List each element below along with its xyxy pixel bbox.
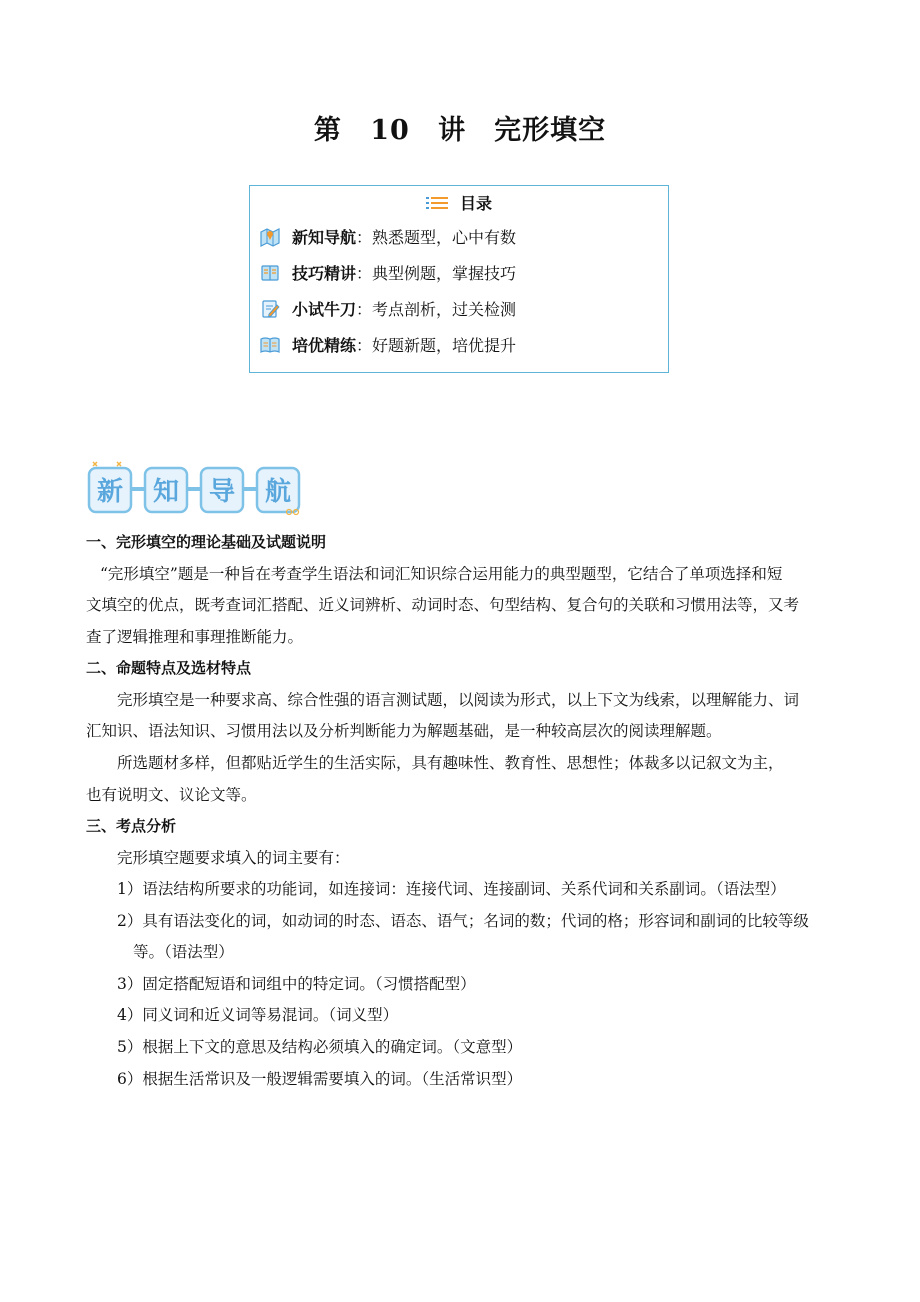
page-title: 第 10 讲 完形填空 xyxy=(313,115,607,146)
paragraph-line: “完形填空”题是一种旨在考查学生语法和词汇知识综合运用能力的典型题型，它结合了单项选择和短 xyxy=(100,565,783,583)
banner-char: 导 xyxy=(208,477,236,507)
toc-item-desc: ：考点剖析，过关检测 xyxy=(356,300,517,319)
list-item: 2）具有语法变化的词，如动词的时态、语态、语气；名词的数；代词的格；形容词和副词的比较等级 xyxy=(117,912,809,930)
list-item-continuation: 等。（语法型） xyxy=(133,943,234,961)
banner-char: 航 xyxy=(264,477,292,507)
list-icon xyxy=(426,196,448,210)
toc-item-key: 新知导航 xyxy=(292,228,357,247)
toc-item-desc: ：熟悉题型，心中有数 xyxy=(356,228,517,247)
toc-item-desc: ：典型例题，掌握技巧 xyxy=(356,264,517,283)
toc-item-peiyou[interactable] xyxy=(260,333,516,359)
section-heading-2: 二、命题特点及选材特点 xyxy=(86,659,252,677)
open-book-icon xyxy=(260,335,280,355)
section-banner-xinzhi xyxy=(86,460,308,516)
paragraph-line: 也有说明文、议论文等。 xyxy=(86,786,257,804)
toc-item-desc: ：好题新题，培优提升 xyxy=(356,336,517,355)
toc-item-key: 培优精练 xyxy=(292,336,357,355)
book-icon xyxy=(260,263,280,283)
banner-char: 知 xyxy=(152,477,180,507)
paragraph-line: 所选题材多样，但都贴近学生的生活实际，具有趣味性、教育性、思想性；体裁多以记叙文为主， xyxy=(117,754,784,772)
toc-item-jiqiao[interactable] xyxy=(260,261,516,287)
toc-item-key: 小试牛刀 xyxy=(292,300,357,319)
paragraph-line: 文填空的优点，既考查词汇搭配、近义词辨析、动词时态、句型结构、复合句的关联和习惯用法等，又考 xyxy=(86,596,800,614)
list-item: 4）同义词和近义词等易混词。（词义型） xyxy=(117,1006,399,1024)
notepad-icon xyxy=(260,299,280,319)
section-heading-1: 一、完形填空的理论基础及试题说明 xyxy=(86,533,327,551)
toc-item-key: 技巧精讲 xyxy=(292,264,357,283)
toc-item-xinzhi[interactable] xyxy=(260,225,516,251)
paragraph-line: 完形填空是一种要求高、综合性强的语言测试题，以阅读为形式，以上下文为线索，以理解能力、词 xyxy=(117,691,800,709)
toc-heading xyxy=(250,191,668,214)
list-item: 5）根据上下文的意思及结构必须填入的确定词。（文意型） xyxy=(117,1038,523,1056)
sparkle-icon xyxy=(93,462,121,466)
list-item: 1）语法结构所要求的功能词，如连接词：连接代词、连接副词、关系代词和关系副词。（语法型） xyxy=(117,880,786,898)
map-icon xyxy=(260,227,280,247)
list-item: 6）根据生活常识及一般逻辑需要填入的词。（生活常识型） xyxy=(117,1070,523,1088)
toc-item-xiaoshi[interactable] xyxy=(260,297,516,323)
toc-heading-label: 目录 xyxy=(459,194,492,213)
banner-char: 新 xyxy=(96,477,124,507)
paragraph-line: 汇知识、语法知识、习惯用法以及分析判断能力为解题基础，是一种较高层次的阅读理解题。 xyxy=(86,722,722,740)
list-item: 3）固定搭配短语和词组中的特定词。（习惯搭配型） xyxy=(117,975,476,993)
paragraph-line: 查了逻辑推理和事理推断能力。 xyxy=(86,628,304,646)
section-heading-3: 三、考点分析 xyxy=(86,817,177,835)
toc-box xyxy=(249,185,669,373)
paragraph-line: 完形填空题要求填入的词主要有： xyxy=(117,849,350,867)
